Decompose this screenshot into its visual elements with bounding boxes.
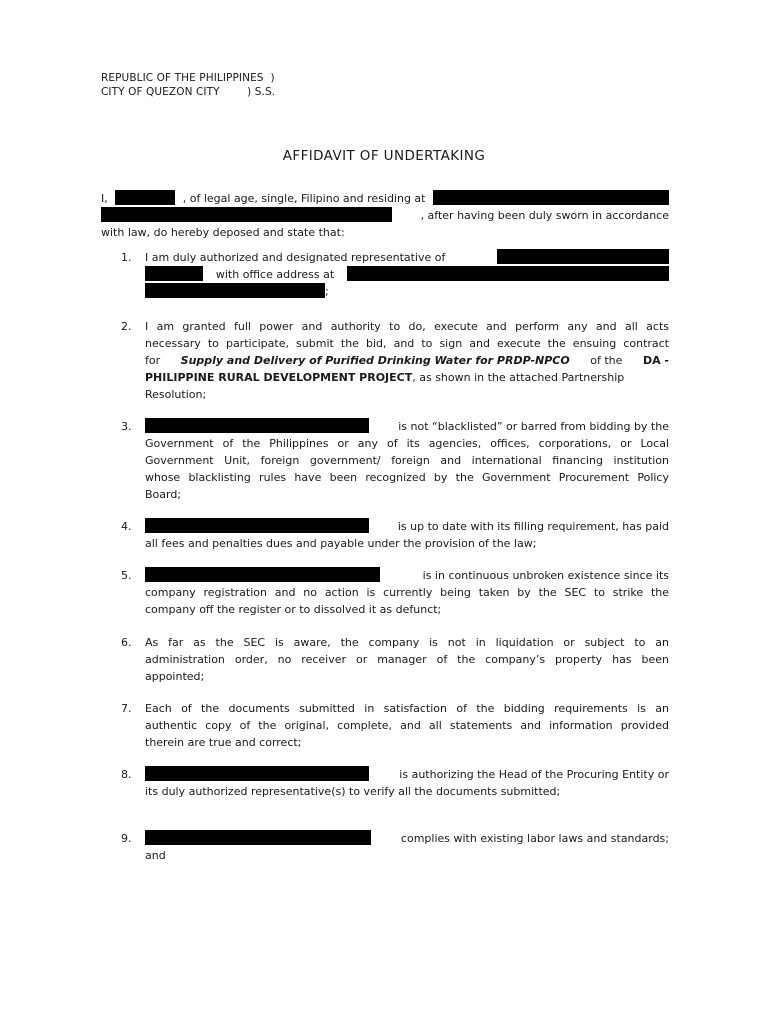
item-number: 8. [121, 768, 132, 781]
item-text: whose blacklisting rules have been recognized by the Government Procurement Policy [145, 471, 669, 484]
item-text: company off the register or to dissolved it as defunct; [145, 603, 442, 616]
agency-name: DA - [642, 354, 669, 367]
item-text: As far as the SEC is aware, the company is not in liquidation or subject to an [145, 636, 669, 649]
item-text: with office address at [215, 268, 335, 281]
venue-block [101, 71, 275, 99]
redacted-company [145, 830, 371, 845]
venue-line-city: CITY OF QUEZON CITY ) S.S. [101, 86, 276, 98]
venue-line-republic: REPUBLIC OF THE PHILIPPINES ) [101, 72, 275, 84]
item-text: I am granted full power and authority to do, execute and perform any and all acts [145, 320, 669, 333]
item-number: 5. [121, 569, 132, 582]
intro-line-1 [101, 190, 669, 207]
redacted-office-address-cont [145, 283, 325, 298]
item-number: 4. [121, 520, 132, 533]
item-number: 7. [121, 702, 132, 715]
item-number: 3. [121, 420, 132, 433]
redacted-address-cont [101, 207, 392, 222]
item-text: is up to date with its filling requirement, has paid [397, 520, 669, 533]
agency-name-cont: PHILIPPINE RURAL DEVELOPMENT PROJECT [145, 371, 413, 384]
intro-sworn: , after having been duly sworn in accordance [420, 209, 669, 222]
redacted-address [433, 190, 669, 205]
item-text: Resolution; [145, 388, 207, 401]
item-text: all fees and penalties dues and payable under the provision of the law; [145, 537, 537, 550]
item-text: is in continuous unbroken existence since its [422, 569, 669, 582]
item-number: 1. [121, 251, 132, 264]
item-text: necessary to participate, submit the bid, and to sign and execute the ensuing contract [145, 337, 669, 350]
item-number: 2. [121, 320, 132, 333]
item-text: its duly authorized representative(s) to verify all the documents submitted; [145, 785, 561, 798]
item-text: Board; [145, 488, 182, 501]
redacted-company [145, 567, 380, 582]
redacted-company-cont [145, 266, 203, 281]
item-text: company registration and no action is currently being taken by the SEC to strike the [145, 586, 669, 599]
item-text: appointed; [145, 670, 205, 683]
document-title: AFFIDAVIT OF UNDERTAKING [282, 148, 486, 164]
redacted-office-address [347, 266, 669, 281]
project-title: Supply and Delivery of Purified Drinking Water for PRDP-NPCO [180, 354, 570, 367]
redacted-company [145, 766, 369, 781]
intro-residing: , of legal age, single, Filipino and residing at [182, 192, 426, 205]
item-text: therein are true and correct; [145, 736, 302, 749]
redacted-company [497, 249, 669, 264]
redacted-name [115, 190, 175, 205]
redacted-company [145, 418, 369, 433]
item-text: I am duly authorized and designated representative of [145, 251, 446, 264]
item-text: of the [590, 354, 623, 367]
item-text: is not “blacklisted” or barred from bidding by the [398, 420, 669, 433]
item-number: 9. [121, 832, 132, 845]
intro-line-2 [101, 207, 669, 224]
intro-i: I, [101, 192, 108, 205]
intro-line-3: with law, do hereby deposed and state that: [101, 226, 345, 239]
redacted-company [145, 518, 369, 533]
item-text: administration order, no receiver or manager of the company’s property has been [145, 653, 669, 666]
item-text: for [145, 354, 161, 367]
item-number: 6. [121, 636, 132, 649]
item-text: complies with existing labor laws and standards; [400, 832, 669, 845]
item-text: and [145, 849, 166, 862]
item-text: is authorizing the Head of the Procuring Entity or [399, 768, 669, 781]
item-text: Government of the Philippines or any of its agencies, offices, corporations, or Local [145, 437, 669, 450]
item-text: Government Unit, foreign government/ foreign and international financing institution [145, 454, 669, 467]
item-text: authentic copy of the original, complete, and all statements and information provided [145, 719, 669, 732]
intro-paragraph [101, 190, 669, 241]
item-text: ; [325, 285, 329, 298]
item-text: , as shown in the attached Partnership [412, 371, 625, 384]
item-text: Each of the documents submitted in satisfaction of the bidding requirements is an [145, 702, 669, 715]
